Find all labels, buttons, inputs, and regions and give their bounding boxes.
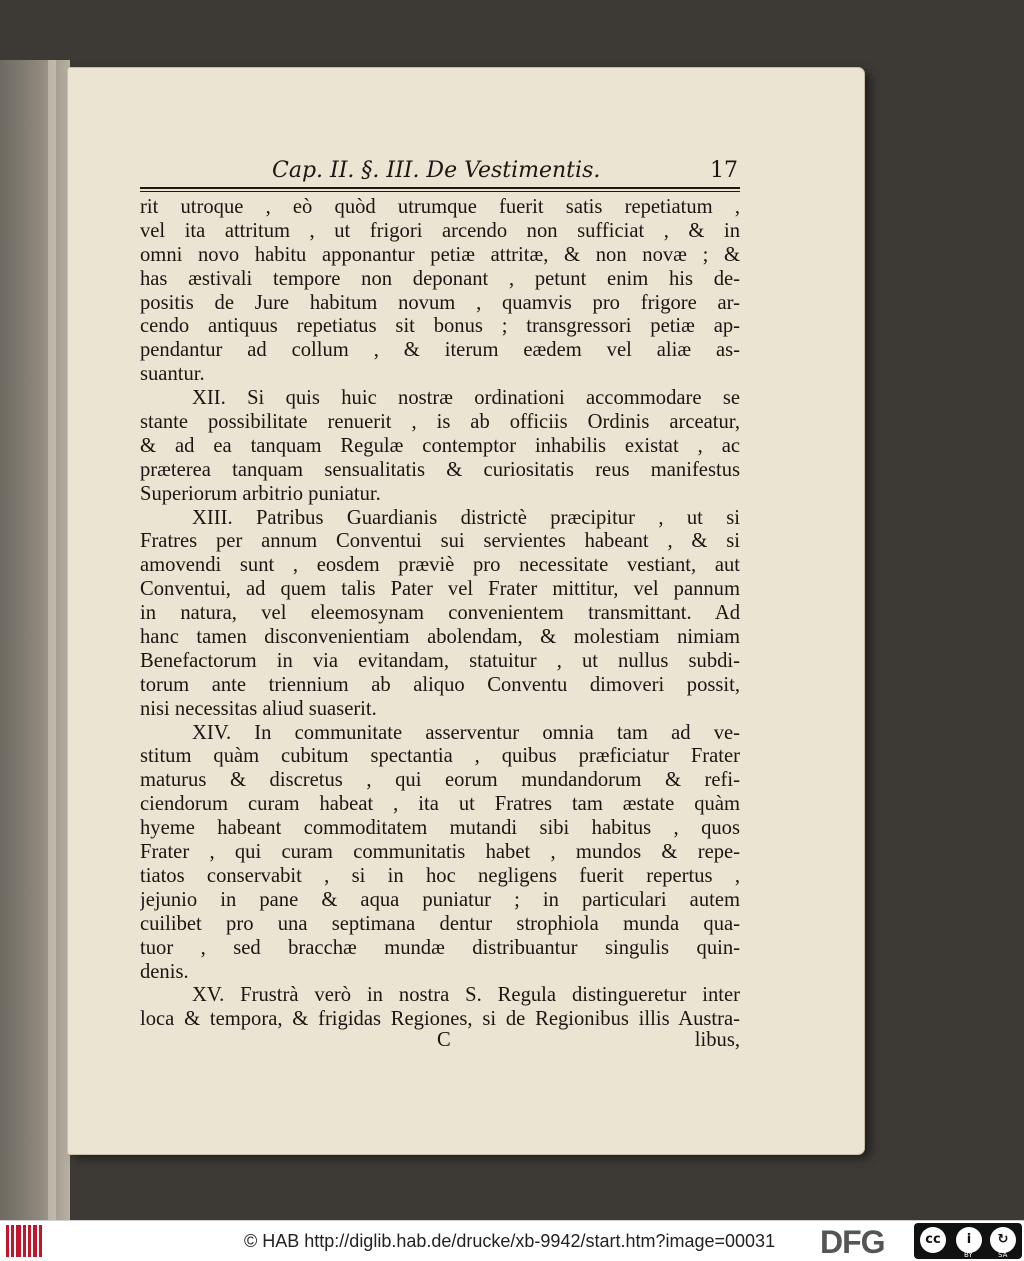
text-line: omni novo habitu apponantur petiæ attritæ, & non novæ ; & — [140, 243, 740, 266]
text-line: stitum quàm cubitum spectantia , quibus præficiatur Frater — [140, 745, 740, 768]
text-line: maturus & discretus , qui eorum mundandorum & refi- — [140, 769, 740, 792]
text-line: Conventui, ad quem talis Pater vel Frater mittitur, vel pannum — [140, 578, 740, 601]
page-number: 17 — [710, 158, 738, 183]
viewer-footer-bar — [0, 1220, 1024, 1261]
text-line: suantur. — [140, 363, 205, 386]
text-line: stante possibilitate renuerit , is ab officiis Ordinis arceatur, — [140, 411, 740, 434]
share-alike-icon: ↻ — [990, 1227, 1016, 1253]
text-line: hyeme habeant commoditatem mutandi sibi habitus , quos — [140, 817, 740, 840]
text-line: jejunio in pane & aqua puniatur ; in particulari autem — [140, 888, 740, 911]
text-line: torum ante triennium ab aliquo Conventu dimoveri possit, — [140, 673, 740, 696]
dfg-logo[interactable]: DFG — [820, 1224, 885, 1260]
running-header — [258, 158, 740, 188]
body-text — [140, 196, 740, 1032]
text-line: cendo antiquus repetiatus sit bonus ; transgressori petiæ ap- — [140, 315, 740, 338]
signature-mark: C — [437, 1029, 451, 1051]
text-line: has æstivali tempore non deponant , petunt enim his de- — [140, 267, 740, 290]
text-line: cuilibet pro una septimana dentur strophiola munda qua- — [140, 912, 740, 935]
text-line: tiatos conservabit , si in hoc negligens fuerit repertus , — [140, 864, 740, 887]
text-line: positis de Jure habitum novum , quamvis pro frigore ar- — [140, 291, 740, 314]
text-line: Fratres per annum Conventui sui servientes habeant , & si — [140, 530, 740, 553]
text-line: & ad ea tanquam Regulæ contemptor inhabilis existat , ac — [140, 434, 740, 457]
header-rule — [140, 187, 740, 192]
text-line: XIV. In communitate asserventur omnia tam ad ve- — [192, 721, 740, 744]
catchword: libus, — [694, 1029, 740, 1051]
text-line: præterea tanquam sensualitatis & curiositatis reus manifestus — [140, 458, 740, 481]
text-line: amovendi sunt , eosdem præviè pro necessitate vestiant, aut — [140, 554, 740, 577]
text-line: ciendorum curam habeat , ita ut Fratres tam æstate quàm — [140, 793, 740, 816]
text-line: hanc tamen disconvenientiam abolendam, & molestiam nimiam — [140, 626, 740, 649]
text-line: tuor , sed bracchæ mundæ distribuantur singulis quin- — [140, 936, 740, 959]
copyright-link[interactable]: © HAB http://diglib.hab.de/drucke/xb-9942/start.htm?image=00031 — [244, 1231, 776, 1251]
hab-logo-icon[interactable] — [6, 1225, 42, 1257]
text-line: denis. — [140, 960, 189, 983]
cc-by-label: BY — [964, 1251, 973, 1259]
text-line: XIII. Patribus Guardianis districtè præcipitur , ut si — [192, 506, 740, 529]
text-line: rit utroque , eò quòd utrumque fuerit satis repetiatum , — [140, 196, 740, 218]
text-line: pendantur ad collum , & iterum eædem vel aliæ as- — [140, 339, 740, 362]
text-line: vel ita attritum , ut frigori arcendo non sufficiat , & in — [140, 219, 740, 242]
text-line: nisi necessitas aliud suaserit. — [140, 697, 377, 720]
cc-icon: cc — [920, 1227, 946, 1253]
attribution-icon: i — [956, 1227, 982, 1253]
text-line: loca & tempora, & frigidas Regiones, si de Regionibus illis Austra- — [140, 1008, 740, 1031]
adjacent-page-edge — [0, 60, 70, 1220]
text-line: in natura, vel eleemosynam convenientem transmittant. Ad — [140, 602, 740, 625]
text-line: Benefactorum in via evitandam, statuitur , ut nullus subdi- — [140, 649, 740, 672]
cc-sa-label: SA — [998, 1251, 1008, 1259]
cc-license-badge[interactable] — [914, 1223, 1022, 1259]
running-title: Cap. II. §. III. De Vestimentis. — [272, 158, 601, 183]
text-line: XII. Si quis huic nostræ ordinationi accommodare se — [192, 387, 740, 410]
text-line: Frater , qui curam communitatis habet , mundos & repe- — [140, 841, 740, 864]
text-line: Superiorum arbitrio puniatur. — [140, 482, 381, 505]
page-edge-strip — [48, 60, 56, 1220]
text-line: XV. Frustrà verò in nostra S. Regula distingueretur inter — [192, 984, 740, 1007]
